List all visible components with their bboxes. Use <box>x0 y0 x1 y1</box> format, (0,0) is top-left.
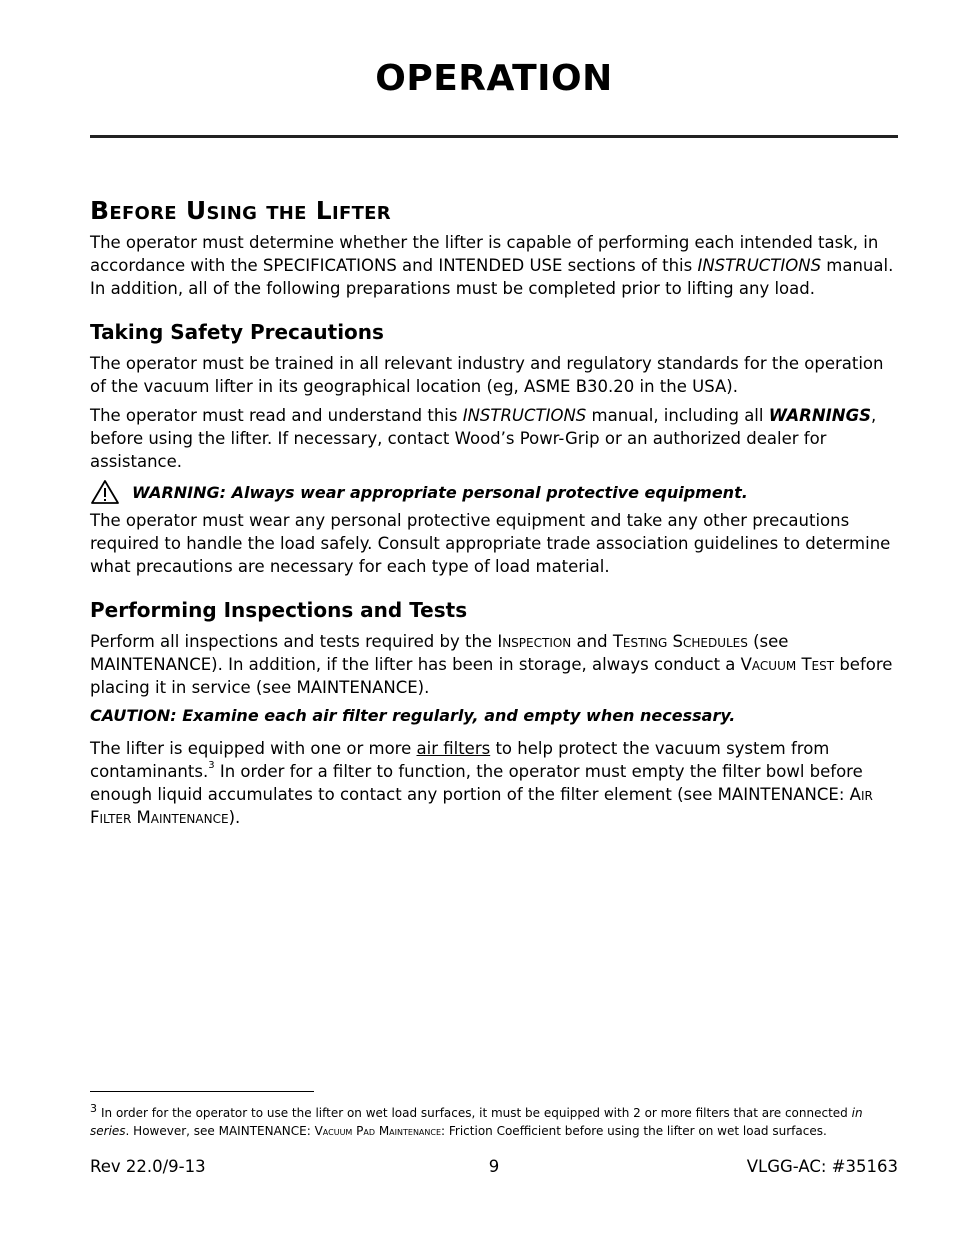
footer-revision: Rev 22.0/9-13 <box>90 1157 206 1176</box>
insp-p2-a: The lifter is equipped with one or more <box>90 739 417 758</box>
caution-text: CAUTION: Examine each air filter regularly, and empty when necessary. <box>90 706 736 725</box>
insp-p1-e: (see MAINTENANCE). In addition, if the lifter has been in storage, always conduct a <box>90 632 789 674</box>
footnote-in-series: in series <box>90 1106 863 1138</box>
page-title: OPERATION <box>375 58 613 99</box>
insp-p1-a: Perform all inspections and tests required by the <box>90 632 498 651</box>
title-divider <box>90 135 898 138</box>
footnote-divider <box>90 1091 314 1092</box>
intro-text-c: manual. In addition, all of the following preparations must be completed prior to lifting any load. <box>90 256 894 298</box>
insp-p2-f: ). <box>228 808 241 827</box>
safety-p2-warnings: WARNINGS <box>768 406 872 425</box>
safety-p2-e: , before using the lifter. If necessary, contact Wood’s Powr-Grip or an authorized dealer for assistance. <box>90 406 877 471</box>
intro-paragraph <box>90 231 898 300</box>
warning-text: WARNING: Always wear appropriate personal protective equipment. <box>132 482 748 502</box>
page-footer <box>90 1157 898 1179</box>
insp-p1-inspection: Inspection <box>497 632 572 651</box>
safety-p2-a: The operator must read and understand this <box>90 406 463 425</box>
footnote-e: : Friction Coefficient before using the lifter on wet load surfaces. <box>441 1124 827 1138</box>
footnote-number: 3 <box>90 1102 97 1115</box>
insp-p2-c: to help protect the vacuum system from contaminants. <box>90 739 830 781</box>
warning-triangle-icon <box>90 479 120 505</box>
insp-p1-c: and <box>571 632 613 651</box>
safety-paragraph-1: The operator must be trained in all relevant industry and regulatory standards for the operation of the vacuum lifter in its geographical location (eg, ASME B30.20 in the USA). <box>90 354 884 396</box>
inspections-paragraph-2 <box>90 737 898 829</box>
safety-heading: Taking Safety Precautions <box>90 320 384 344</box>
footer-page-number: 9 <box>488 1157 500 1176</box>
inspections-heading: Performing Inspections and Tests <box>90 598 468 622</box>
insp-p2-air-filter-maintenance: Air Filter Maintenance <box>90 785 873 827</box>
safety-p2-c: manual, including all <box>586 406 769 425</box>
insp-p1-testing-schedules: Testing Schedules <box>612 632 748 651</box>
warning-callout <box>90 479 898 505</box>
footnote-a: In order for the operator to use the lifter on wet load surfaces, it must be equipped with 2 or more filters that are connected <box>101 1106 852 1120</box>
safety-paragraph-2 <box>90 404 898 473</box>
inspections-paragraph-1 <box>90 630 898 699</box>
safety-paragraph-3: The operator must wear any personal protective equipment and take any other precautions required to handle the load safely. Consult appropriate trade association guidelines to determine what precautions are necessary for each type of load material. <box>90 511 891 576</box>
footnote-ref: 3 <box>208 760 215 771</box>
insp-p1-g: before placing it in service (see MAINTENANCE). <box>90 655 893 697</box>
footnote <box>90 1104 898 1140</box>
intro-text-instructions: INSTRUCTIONS <box>697 256 822 275</box>
section-title: Before Using the Lifter <box>90 196 391 225</box>
insp-p1-vacuum-test: Vacuum Test <box>740 655 835 674</box>
footnote-vacuum-pad-maintenance: Vacuum Pad Maintenance <box>314 1124 442 1138</box>
footnote-c: . However, see MAINTENANCE: <box>125 1124 315 1138</box>
intro-text-a: The operator must determine whether the lifter is capable of performing each intended task, in accordance with the SPECIFICATIONS and INTENDED USE sections of this <box>90 233 879 275</box>
insp-p2-air-filters: air filters <box>416 739 491 758</box>
safety-p2-instructions: INSTRUCTIONS <box>462 406 587 425</box>
section-before-using <box>90 196 898 835</box>
footer-doc-id: VLGG-AC: #35163 <box>746 1157 898 1176</box>
insp-p2-d: In order for a filter to function, the operator must empty the filter bowl before enough liquid accumulates to contact any portion of the filter element (see MAINTENANCE: <box>90 762 863 804</box>
